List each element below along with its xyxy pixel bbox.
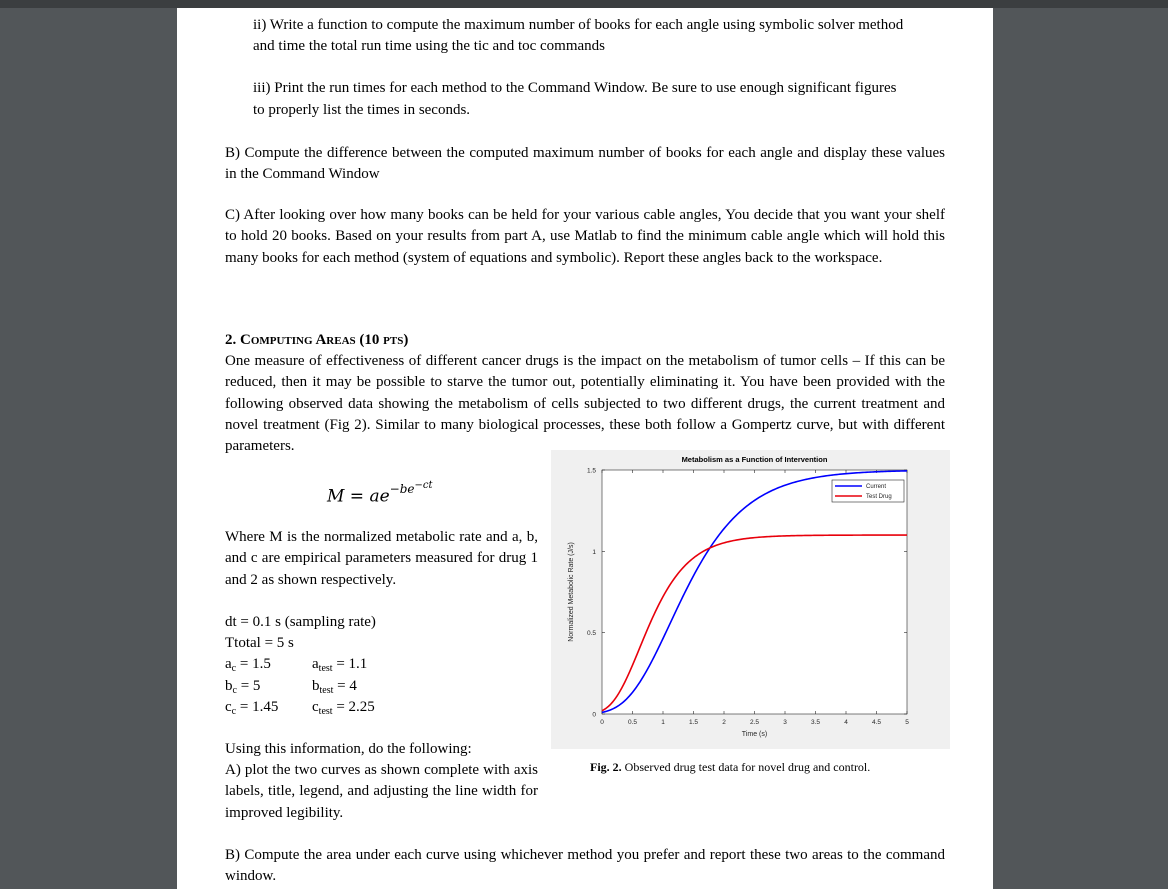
y-tick-label: 1.5 [586, 467, 596, 475]
x-tick-label: 5 [905, 719, 909, 726]
using-line: Using this information, do the following: [225, 741, 472, 757]
x-tick-label: 1 [661, 719, 665, 726]
document-page [177, 8, 993, 889]
x-tick-label: 0 [600, 719, 604, 726]
where-paragraph: Where M is the normalized metabolic rate and a, b, and c are empirical parameters measured for drug 1 and 2 as shown respectively. [225, 529, 538, 588]
legend-label: Current [866, 484, 887, 491]
x-axis-label: Time (s) [741, 731, 768, 738]
param-a-test: $a_{test} = 1.1$ [312, 656, 368, 674]
gompertz-equation: $M = ae^{-be^{-ct}}$ [327, 480, 433, 507]
param-c-test: $c_{test} = 2.25$ [312, 699, 375, 717]
plot-area [602, 470, 907, 714]
param-b-current: $b_c = 5$ [225, 678, 261, 696]
chart-svg [551, 450, 950, 749]
x-tick-label: 0.5 [627, 719, 638, 726]
y-tick-label: 0 [592, 711, 596, 719]
dt-value: dt = 0.1 s (sampling rate) [225, 614, 376, 630]
x-tick-label: 2 [722, 719, 726, 726]
y-axis-label: Normalized Metabolic Rate (J/s) [568, 542, 575, 642]
paragraph-ii-line1: ii) Write a function to compute the maximum number of books for each angle using symbolic solver method [253, 17, 904, 33]
x-tick-label: 4 [844, 719, 848, 726]
x-tick-label: 3 [783, 719, 787, 726]
param-b-test: $b_{test} = 4$ [312, 678, 357, 696]
y-tick-label: 0.5 [586, 630, 596, 638]
ttotal-value: Ttotal = 5 s [225, 635, 294, 651]
paragraph-a2: A) plot the two curves as shown complete with axis labels, title, legend, and adjusting the line width for improved legibility. [225, 762, 538, 821]
chart-title: Metabolism as a Function of Intervention [681, 455, 828, 464]
param-a-current: $a_c = 1.5$ [225, 656, 271, 674]
legend-label: Test Drug [866, 494, 892, 501]
param-c-current: $c_c = 1.45$ [225, 699, 279, 717]
section-heading: 2. Computing Areas (10 pts) [225, 332, 409, 348]
intro-paragraph: One measure of effectiveness of different cancer drugs is the impact on the metabolism of tumor cells – If this can be reduced, then it may be possible to starve the tumor out, potentially eliminating it. You have been provided with the following observed data showing the metabolism of cells subjected to two different drugs, the current treatment and novel treatment (Fig 2). Similar to many biological processes, these both follow a Gompertz curve, but with different parameters. [225, 353, 945, 455]
paragraph-iii-line2: to properly list the times in seconds. [253, 102, 471, 118]
viewer-top-bar [0, 0, 1168, 8]
x-tick-label: 2.5 [749, 719, 760, 726]
paragraph-b2: B) Compute the area under each curve using whichever method you prefer and report these two areas to the command window. [225, 847, 945, 885]
y-tick-label: 1 [592, 548, 596, 556]
paragraph-c: C) After looking over how many books can be held for your various cable angles, You decide that you want your shelf to hold 20 books. Based on your results from part A, use Matlab to find the minimum cable angle which will hold this many books for each method (system of equations and symbolic). Report these angles back to the workspace. [225, 207, 945, 266]
figure-2 [551, 450, 950, 749]
figure-caption: Fig. 2. Observed drug test data for novel drug and control. [590, 760, 871, 774]
paragraph-iii-line1: iii) Print the run times for each method to the Command Window. Be sure to use enough significant figures [253, 80, 897, 96]
x-tick-label: 4.5 [871, 719, 882, 726]
x-tick-label: 1.5 [688, 719, 699, 726]
paragraph-ii-line2: and time the total run time using the tic and toc commands [253, 38, 606, 54]
paragraph-b: B) Compute the difference between the computed maximum number of books for each angle and display these values in the Command Window [225, 145, 945, 183]
x-tick-label: 3.5 [810, 719, 821, 726]
